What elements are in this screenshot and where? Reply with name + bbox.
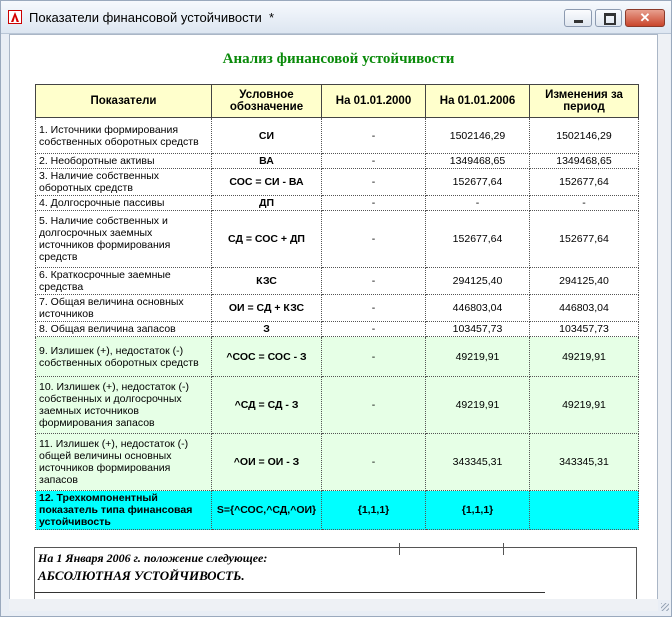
column-header: На 01.01.2006 <box>426 85 530 118</box>
cell-v2000: - <box>322 211 426 268</box>
cell-v2006: 152677,64 <box>426 169 530 196</box>
cell-v2006: 294125,40 <box>426 268 530 295</box>
cell-symbol: СИ <box>212 118 322 154</box>
cell-change: - <box>530 196 639 211</box>
cell-symbol: ОИ = СД + КЗС <box>212 295 322 322</box>
cell-v2000: - <box>322 337 426 377</box>
table-row <box>36 169 639 196</box>
cell-name: 9. Излишек (+), недостаток (-) собственных оборотных средств <box>36 337 212 377</box>
cell-name: 5. Наличие собственных и долгосрочных заемных источников формирования средств <box>36 211 212 268</box>
cell-name: 4. Долгосрочные пассивы <box>36 196 212 211</box>
column-header: Изменения за период <box>530 85 639 118</box>
conclusion-status-text: АБСОЛЮТНАЯ УСТОЙЧИВОСТЬ. <box>38 568 245 583</box>
conclusion-box <box>34 547 637 607</box>
cell-change: 294125,40 <box>530 268 639 295</box>
financial-stability-table <box>35 84 639 530</box>
cell-v2000: - <box>322 322 426 337</box>
table-row <box>36 491 639 530</box>
cell-v2000: - <box>322 434 426 491</box>
table-row <box>36 196 639 211</box>
cell-v2000: {1,1,1} <box>322 491 426 530</box>
table-row <box>36 118 639 154</box>
table-row <box>36 377 639 434</box>
title-bar[interactable] <box>1 1 671 34</box>
table-row <box>36 322 639 337</box>
horizontal-scrollbar[interactable] <box>9 599 658 611</box>
report-area <box>9 34 658 610</box>
cell-v2006: {1,1,1} <box>426 491 530 530</box>
close-button[interactable] <box>625 9 665 27</box>
cell-change <box>530 491 639 530</box>
cell-symbol: З <box>212 322 322 337</box>
table-row <box>36 337 639 377</box>
cell-v2006: 103457,73 <box>426 322 530 337</box>
cell-change: 152677,64 <box>530 169 639 196</box>
cell-v2000: - <box>322 118 426 154</box>
cell-v2006: - <box>426 196 530 211</box>
cell-symbol: ^СОС = СОС - З <box>212 337 322 377</box>
cell-v2000: - <box>322 377 426 434</box>
app-icon[interactable] <box>8 10 22 24</box>
cell-v2000: - <box>322 196 426 211</box>
cell-change: 446803,04 <box>530 295 639 322</box>
cell-name: 7. Общая величина основных источников <box>36 295 212 322</box>
cell-symbol: СД = СОС + ДП <box>212 211 322 268</box>
cell-change: 152677,64 <box>530 211 639 268</box>
cell-v2006: 446803,04 <box>426 295 530 322</box>
cell-name: 3. Наличие собственных оборотных средств <box>36 169 212 196</box>
table-row <box>36 211 639 268</box>
divider <box>35 592 545 593</box>
table-row <box>36 295 639 322</box>
resize-grip-icon[interactable] <box>658 600 670 612</box>
cell-symbol: ^СД = СД - З <box>212 377 322 434</box>
table-row <box>36 154 639 169</box>
column-header: Показатели <box>36 85 212 118</box>
cell-symbol: ДП <box>212 196 322 211</box>
cell-symbol: S={^СОС,^СД,^ОИ} <box>212 491 322 530</box>
cell-symbol: КЗС <box>212 268 322 295</box>
cell-name: 8. Общая величина запасов <box>36 322 212 337</box>
cell-symbol: ВА <box>212 154 322 169</box>
cell-name: 11. Излишек (+), недостаток (-) общей величины основных источников формирования запасов <box>36 434 212 491</box>
cell-name: 1. Источники формирования собственных оборотных средств <box>36 118 212 154</box>
window-title: Показатели финансовой устойчивости * <box>29 10 275 25</box>
vertical-scrollbar[interactable] <box>658 34 670 600</box>
cell-v2000: - <box>322 154 426 169</box>
close-icon: ✕ <box>639 10 651 25</box>
table-row <box>36 434 639 491</box>
cell-v2006: 49219,91 <box>426 337 530 377</box>
cell-v2000: - <box>322 169 426 196</box>
cell-change: 49219,91 <box>530 337 639 377</box>
cell-change: 103457,73 <box>530 322 639 337</box>
cell-name: 12. Трехкомпонентный показатель типа финансовая устойчивость <box>36 491 212 530</box>
maximize-button[interactable] <box>595 9 622 27</box>
conclusion-date-text: На 1 Января 2006 г. положение следующее: <box>38 551 268 565</box>
cell-v2000: - <box>322 268 426 295</box>
cell-change: 49219,91 <box>530 377 639 434</box>
cell-name: 2. Необоротные активы <box>36 154 212 169</box>
cell-v2006: 1502146,29 <box>426 118 530 154</box>
column-header: На 01.01.2000 <box>322 85 426 118</box>
cell-name: 6. Краткосрочные заемные средства <box>36 268 212 295</box>
cell-name: 10. Излишек (+), недостаток (-) собственных и долгосрочных заемных источников формирования запасов <box>36 377 212 434</box>
cell-symbol: СОС = СИ - ВА <box>212 169 322 196</box>
column-header: Условное обозначение <box>212 85 322 118</box>
report-title: Анализ финансовой устойчивости <box>222 51 455 67</box>
table-row <box>36 268 639 295</box>
cell-v2006: 152677,64 <box>426 211 530 268</box>
cell-v2006: 343345,31 <box>426 434 530 491</box>
cell-change: 1349468,65 <box>530 154 639 169</box>
cell-change: 343345,31 <box>530 434 639 491</box>
minimize-button[interactable] <box>564 9 592 27</box>
cell-v2006: 49219,91 <box>426 377 530 434</box>
cell-v2006: 1349468,65 <box>426 154 530 169</box>
cell-change: 1502146,29 <box>530 118 639 154</box>
cell-v2000: - <box>322 295 426 322</box>
table-header-row <box>36 85 639 118</box>
cell-symbol: ^ОИ = ОИ - З <box>212 434 322 491</box>
